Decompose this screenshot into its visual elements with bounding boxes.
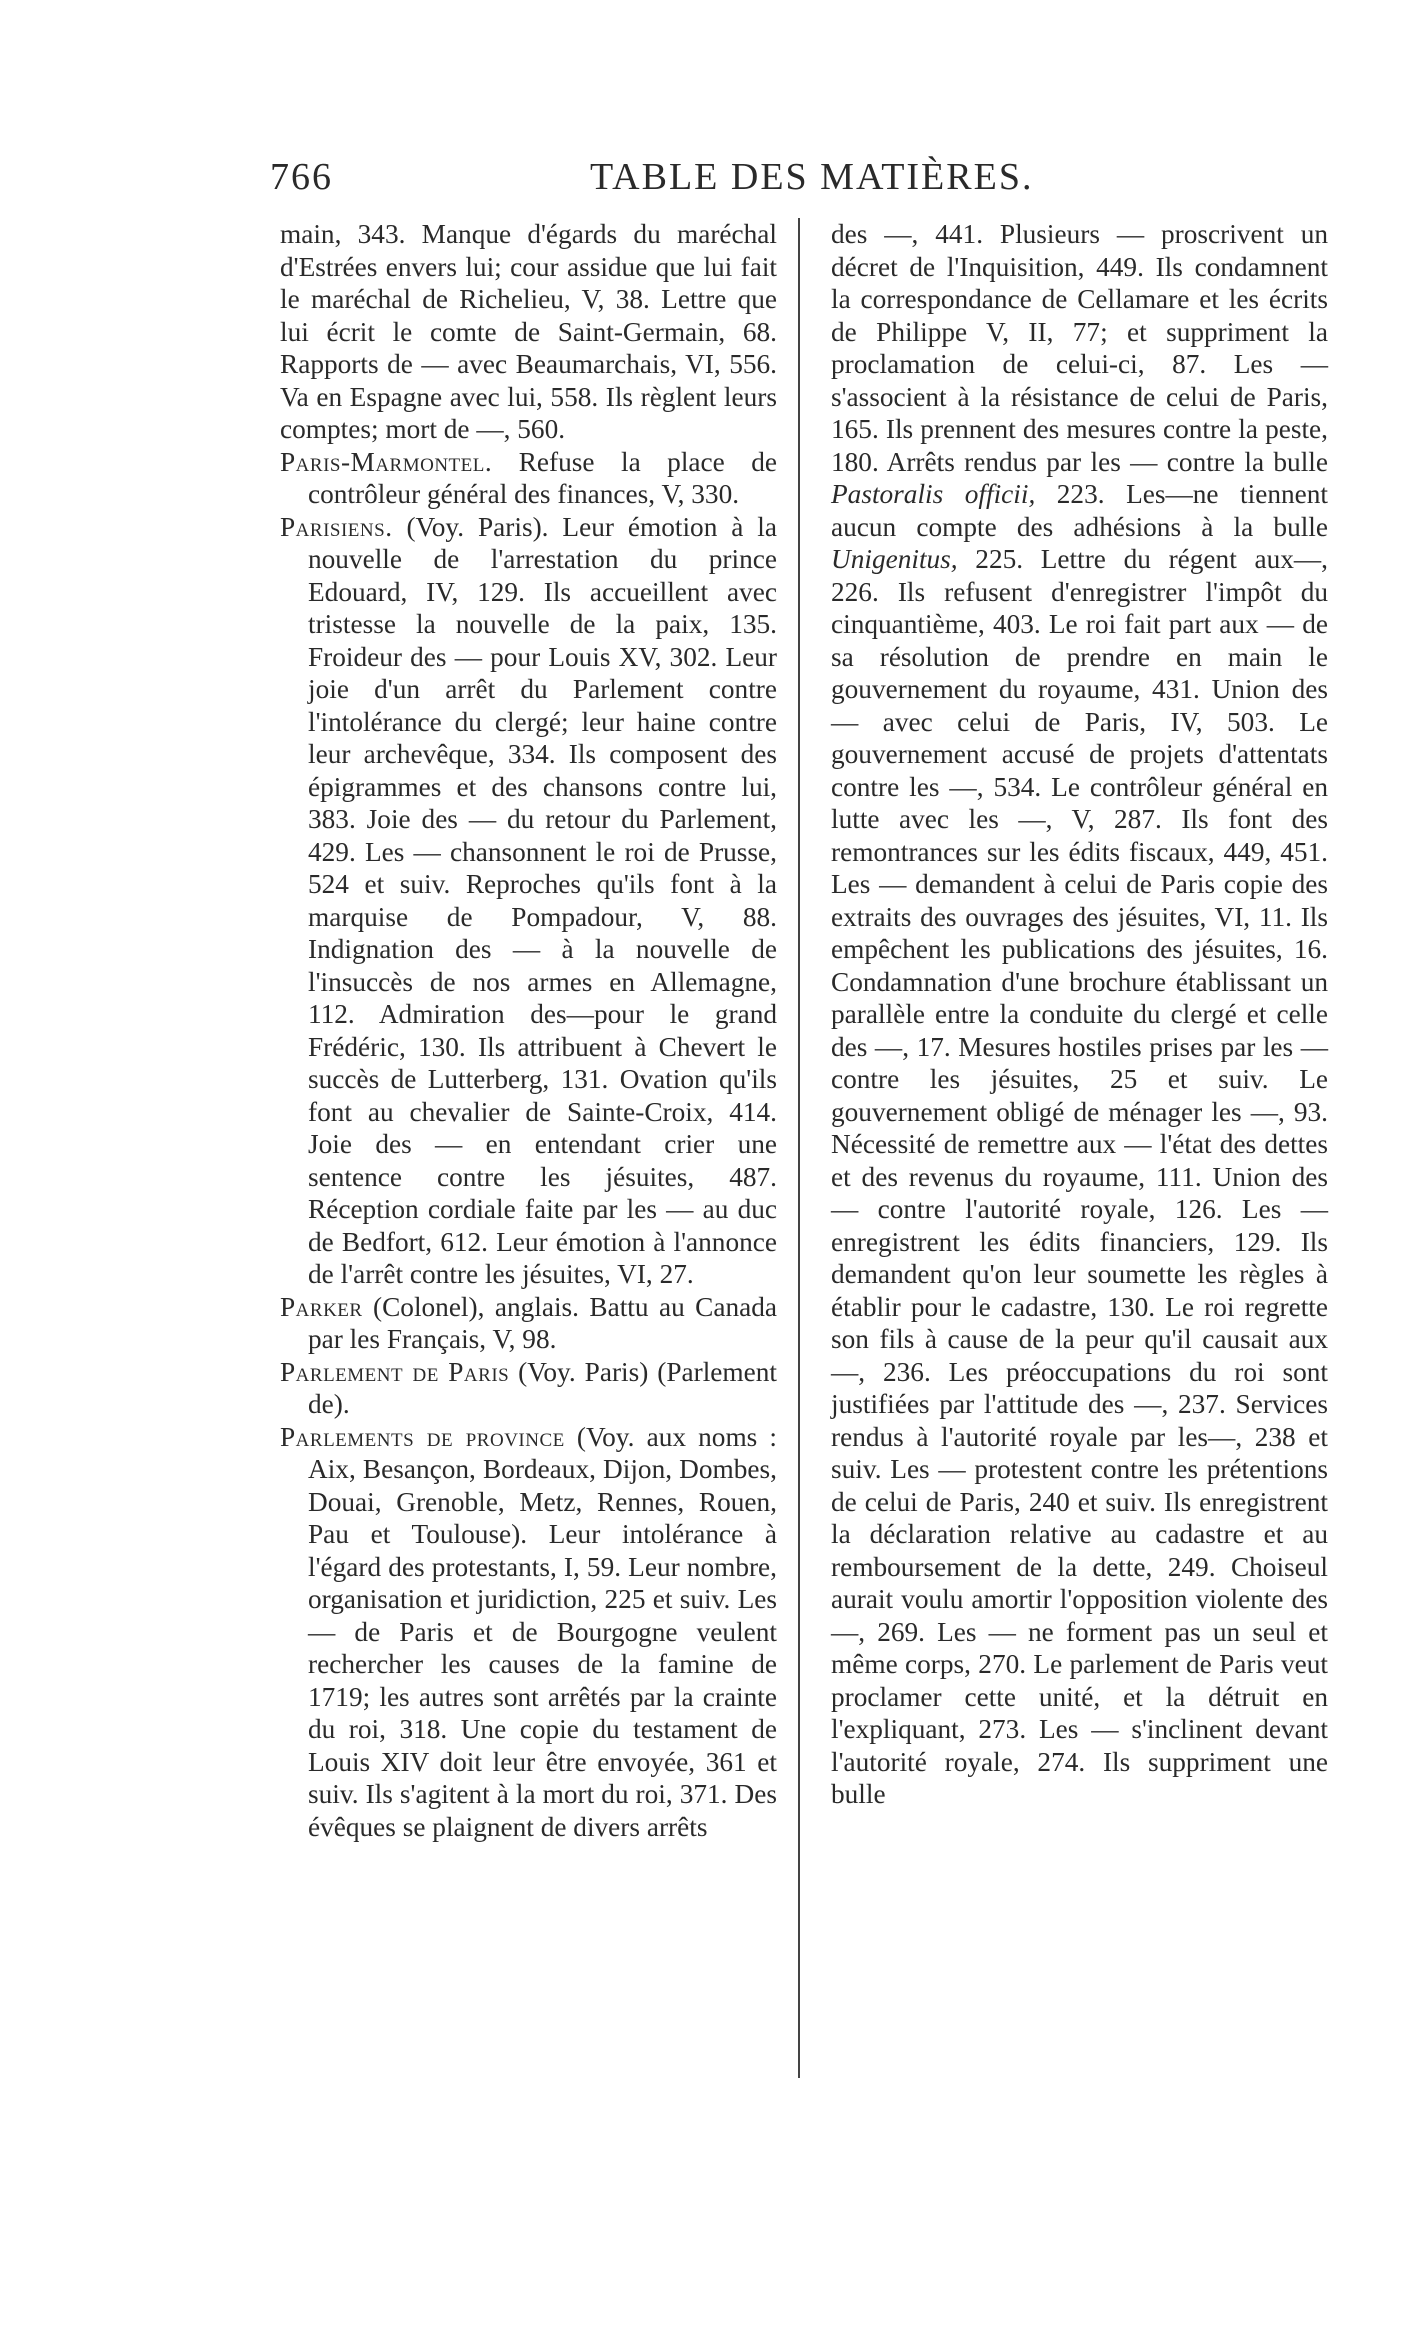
entry-text: 223. Les—ne tiennent aucun compte des adhésions à la bulle	[831, 479, 1328, 542]
entry-text: 225. Lettre du régent aux—, 226. Ils refusent d'enregistrer l'impôt du cinquantième, 403. Le roi fait part aux — de sa résolution de prendre en main le gouvernement du royaume, 431. Union des — avec celui de Paris, IV, 503. Le gouvernement accusé de projets d'attentats contre les —, 534. Le contrôleur général en lutte avec les —, V, 287. Ils font des remontrances sur les édits fiscaux, 449, 451. Les — demandent à celui de Paris copie des extraits des ouvrages des jésuites, VI, 11. Ils empêchent les publications des jésuites, 16. Condamnation d'une brochure établissant un parallèle entre la conduite du clergé et celle des —, 17. Mesures hostiles prises par les — contre les jésuites, 25 et suiv. Le gouvernement obligé de ménager les —, 93. Nécessité de remettre aux — l'état des dettes et des revenus du royaume, 111. Union des — contre l'autorité royale, 126. Les — enregistrent les édits financiers, 129. Ils demandent qu'on leur soumette les règles à établir pour le cadastre, 130. Le roi regrette son fils à cause de la peur qu'il causait aux—, 236. Les préoccupations du roi sont justifiées par l'attitude des —, 237. Services rendus à l'autorité royale par les—, 238 et suiv. Les — protestent contre les prétentions de celui de Paris, 240 et suiv. Ils enregistrent la déclaration relative au cadastre et au remboursement de la dette, 249. Choiseul aurait voulu amortir l'opposition violente des —, 269. Les — ne forment pas un seul et même corps, 270. Le parlement de Paris veut proclamer cette unité, et la détruit en l'expliquant, 273. Les — s'inclinent devant l'autorité royale, 274. Ils suppriment une bulle	[831, 544, 1328, 1809]
index-entry	[280, 1421, 777, 1844]
entry-text: main, 343. Manque d'égards du maréchal d'Estrées envers lui; cour assidue que lui fait le maréchal de Richelieu, V, 38. Lettre que lui écrit le comte de Saint-Germain, 68. Rapports de — avec Beaumarchais, VI, 556. Va en Espagne avec lui, 558. Ils règlent leurs comptes; mort de —, 560.	[280, 219, 777, 444]
entry-text: (Colonel), anglais. Battu au Canada par les Français, V, 98.	[308, 1291, 777, 1354]
entry-text: des —, 441. Plusieurs — proscrivent un décret de l'Inquisition, 449. Ils condamnent la correspondance de Cellamare et les écrits de Philippe V, II, 77; et suppriment la proclamation de celui-ci, 87. Les — s'associent à la résistance de celui de Paris, 165. Ils prennent des mesures contre la peste, 180. Arrêts rendus par les — contre la bulle	[831, 219, 1328, 477]
entry-heading: Parisiens.	[280, 511, 393, 542]
entry-heading: Paris-Marmontel.	[280, 446, 493, 477]
index-entry-continued	[831, 218, 1328, 1811]
entry-heading: Parlement de Paris	[280, 1356, 510, 1387]
entry-text: (Voy. Paris). Leur émotion à la nouvelle de l'arrestation du prince Edouard, IV, 129. Ils accueillent avec tristesse la nouvelle de la paix, 135. Froideur des — pour Louis XV, 302. Leur joie d'un arrêt du Parlement contre l'intolérance du clergé; leur haine contre leur archevêque, 334. Ils composent des épigrammes et des chansons contre lui, 383. Joie des — du retour du Parlement, 429. Les — chansonnent le roi de Prusse, 524 et suiv. Reproches qu'ils font à la marquise de Pompadour, V, 88. Indignation des — à la nouvelle de l'insuccès de nos armes en Allemagne, 112. Admiration des—pour le grand Frédéric, 130. Ils attribuent à Chevert le succès de Lutterberg, 131. Ovation qu'ils font au chevalier de Sainte-Croix, 414. Joie des — en entendant crier une sentence contre les jésuites, 487. Réception cordiale faite par les — au duc de Bedfort, 612. Leur émotion à l'annonce de l'arrêt contre les jésuites, VI, 27.	[308, 511, 777, 1289]
page-number: 766	[270, 156, 333, 198]
left-column	[280, 218, 777, 1843]
entry-text: (Voy. aux noms : Aix, Besançon, Bordeaux, Dijon, Dombes, Douai, Grenoble, Metz, Rennes, Rouen, Pau et Toulouse). Leur intolérance à l'égard des protestants, I, 59. Leur nombre, organisation et juridiction, 225 et suiv. Les — de Paris et de Bourgogne veulent rechercher les causes de la famine de 1719; les autres sont arrêtés par la crainte du roi, 318. Une copie du testament de Louis XIV doit leur être envoyée, 361 et suiv. Ils s'agitent à la mort du roi, 371. Des évêques se plaignent de divers arrêts	[308, 1421, 777, 1842]
column-divider	[798, 218, 800, 2078]
index-entry	[280, 1356, 777, 1421]
italic-title: Pastoralis officii,	[831, 479, 1036, 509]
entry-heading: Parker	[280, 1291, 363, 1322]
running-header	[270, 155, 1310, 203]
entry-text: (Voy. Paris) (Parlement de).	[308, 1356, 777, 1419]
entry-heading: Parlements de province	[280, 1421, 565, 1452]
index-entry	[280, 446, 777, 511]
entry-text: Refuse la place de contrôleur général des finances, V, 330.	[308, 446, 777, 509]
italic-title: Unigenitus,	[831, 544, 958, 574]
running-title: TABLE DES MATIÈRES.	[590, 156, 1034, 198]
index-entry	[280, 511, 777, 1291]
index-entry-continued	[280, 218, 777, 446]
right-column	[831, 218, 1328, 1811]
index-entry	[280, 1291, 777, 1356]
